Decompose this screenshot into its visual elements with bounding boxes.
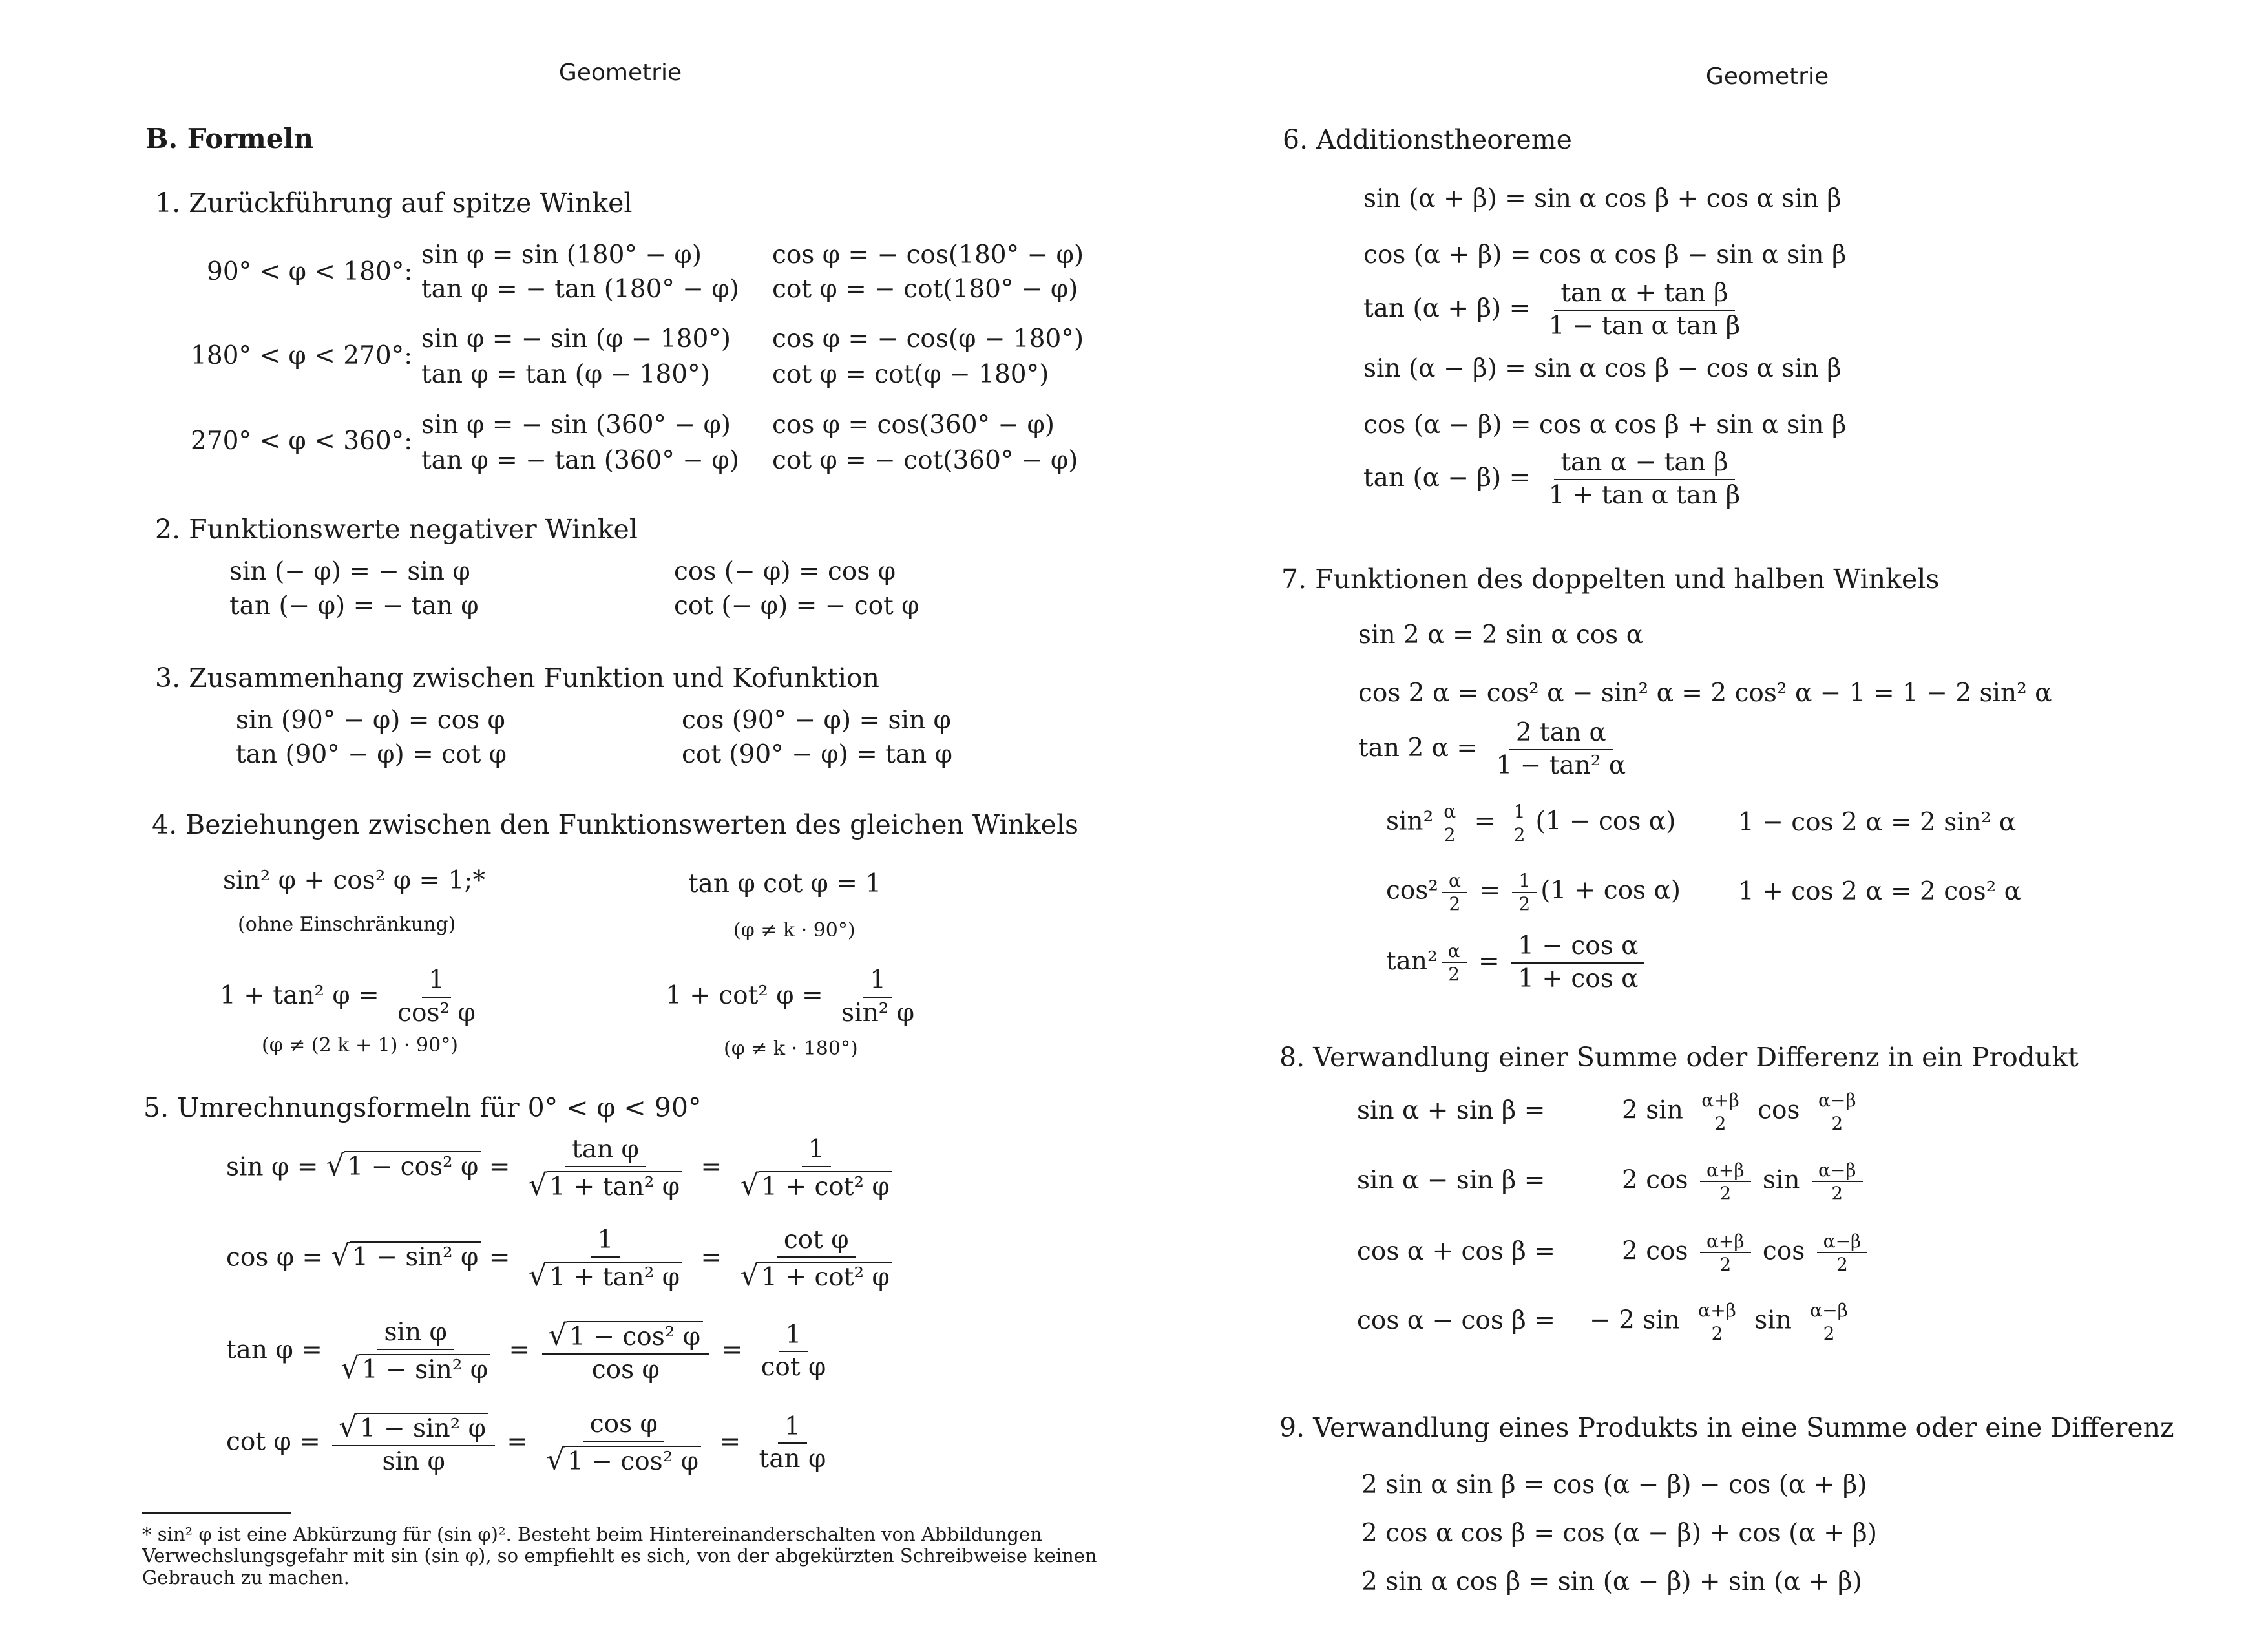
- s7-formula: [1358, 717, 1636, 782]
- s8-lhs: sin α − sin β =: [1357, 1165, 1546, 1195]
- denominator: [540, 1442, 708, 1478]
- s4-lhs: 1 + cot² φ =: [666, 980, 823, 1010]
- s1-formula: cos φ = cos(360° − φ): [772, 410, 1055, 439]
- denominator: [734, 1258, 899, 1294]
- numerator: 1: [863, 965, 892, 998]
- sum-half: [1700, 1159, 1751, 1205]
- s8-formula: [1357, 1159, 1867, 1205]
- denominator: sin φ: [382, 1447, 445, 1477]
- radicand: 1 − sin² φ: [357, 1413, 488, 1443]
- section-8-title: 8. Verwandlung einer Summe oder Differenz in ein Produkt: [1279, 1042, 2079, 1073]
- s7-formula: 1 + cos 2 α = 2 cos² α: [1738, 877, 2021, 906]
- diff-half: [1803, 1299, 1854, 1345]
- s4-condition: (φ ≠ (2 k + 1) · 90°): [262, 1034, 458, 1057]
- radicand: 1 + cot² φ: [759, 1171, 892, 1201]
- s8-term: cos: [1758, 1095, 1800, 1125]
- denominator: 2: [1719, 1254, 1732, 1275]
- denominator: 2: [1714, 1113, 1727, 1134]
- s7-lhs: tan 2 α =: [1358, 733, 1478, 763]
- s8-formula: [1357, 1230, 1871, 1276]
- s8-formula: [1357, 1089, 1867, 1135]
- s8-formula: [1357, 1299, 1858, 1345]
- numerator: α+β: [1692, 1299, 1743, 1322]
- s5-fraction: [755, 1320, 833, 1384]
- half-angle: [1442, 940, 1467, 986]
- denominator: 2: [1823, 1323, 1835, 1344]
- s1-formula: cot φ = cot(φ − 180°): [772, 360, 1049, 389]
- section-1-title: 1. Zurückführung auf spitze Winkel: [155, 187, 633, 218]
- s7-lhs: tan²: [1386, 946, 1438, 976]
- s8-term: cos: [1762, 1236, 1805, 1266]
- s6-formula: cos (α − β) = cos α cos β + sin α sin β: [1363, 410, 1847, 439]
- diff-half: [1812, 1089, 1863, 1135]
- section-4-title: 4. Beziehungen zwischen den Funktionswerten des gleichen Winkels: [152, 809, 1079, 840]
- numerator: 1: [779, 1320, 808, 1353]
- numerator: 1: [1512, 869, 1537, 893]
- denominator: [334, 1350, 497, 1386]
- s1-formula: tan φ = − tan (180° − φ): [421, 275, 739, 304]
- s9-formula: 2 sin α cos β = sin (α − β) + sin (α + β): [1361, 1567, 1862, 1596]
- section-9-title: 9. Verwandlung eines Produkts in eine Summe oder eine Differenz: [1279, 1412, 2174, 1443]
- numerator: 1: [778, 1411, 807, 1444]
- equals: =: [1479, 876, 1500, 905]
- s1-formula: cot φ = − cot(180° − φ): [772, 275, 1078, 304]
- numerator: 1: [591, 1225, 620, 1258]
- running-head: Geometrie: [1705, 63, 1829, 90]
- s6-formula: cos (α + β) = cos α cos β − sin α sin β: [1363, 240, 1847, 269]
- s3-formula: cos (90° − φ) = sin φ: [682, 706, 951, 735]
- s3-formula: sin (90° − φ) = cos φ: [236, 706, 505, 735]
- s7-fraction: [1489, 717, 1632, 782]
- s7-half-sin: [1386, 800, 1675, 846]
- s4-lhs: 1 + tan² φ =: [220, 980, 379, 1010]
- radicand: 1 − cos² φ: [567, 1321, 703, 1351]
- section-6-title: 6. Additionstheoreme: [1283, 124, 1572, 155]
- radicand: 1 + tan² φ: [547, 1262, 682, 1292]
- s5-fraction: [753, 1411, 833, 1476]
- s7-fraction: [1511, 931, 1644, 995]
- s7-lhs: cos²: [1386, 876, 1438, 905]
- section-7-title: 7. Funktionen des doppelten und halben Winkels: [1281, 564, 1940, 595]
- equals: =: [700, 1243, 722, 1273]
- s8-term: − 2 sin: [1590, 1305, 1680, 1335]
- half-angle: [1442, 869, 1467, 915]
- numerator: cot φ: [777, 1225, 856, 1258]
- s5-fraction: [334, 1317, 497, 1386]
- denominator: 2: [1831, 1113, 1843, 1134]
- s4-formula: [220, 965, 486, 1030]
- root-sign: √: [548, 1318, 567, 1352]
- s4-condition: (φ ≠ k · 180°): [724, 1037, 858, 1060]
- numerator: tan α − tan β: [1554, 447, 1734, 480]
- radicand: 1 − sin² φ: [350, 1241, 481, 1272]
- denominator: cos φ: [591, 1355, 660, 1385]
- s4-fraction: [835, 965, 921, 1030]
- equals: =: [488, 1243, 510, 1273]
- one-half: [1507, 800, 1532, 846]
- s6-formula: [1363, 447, 1750, 512]
- half-angle: [1437, 800, 1462, 846]
- s1-formula: cos φ = − cos(φ − 180°): [772, 324, 1084, 354]
- denominator: 2: [1711, 1323, 1723, 1344]
- right-page: [1134, 0, 2268, 1648]
- numerator: 1: [802, 1134, 831, 1167]
- radicand: 1 − sin² φ: [359, 1354, 490, 1384]
- s1-cond-1: 90° < φ < 180°:: [207, 257, 413, 286]
- s6-formula: sin (α − β) = sin α cos β − cos α sin β: [1363, 354, 1842, 383]
- denominator: cos² φ: [397, 998, 476, 1028]
- s5-lhs: cot φ =: [226, 1427, 320, 1457]
- radicand: 1 − cos² φ: [565, 1446, 701, 1476]
- s7-formula: sin 2 α = 2 sin α cos α: [1358, 620, 1644, 650]
- s3-formula: tan (90° − φ) = cot φ: [236, 740, 507, 769]
- s8-lhs: sin α + sin β =: [1357, 1095, 1546, 1125]
- numerator: 1: [1507, 800, 1532, 823]
- s1-cond-2: 180° < φ < 270°:: [191, 341, 413, 370]
- denominator: 2: [1513, 824, 1526, 845]
- denominator: [522, 1167, 689, 1203]
- s8-term: 2 cos: [1622, 1165, 1688, 1195]
- root-sign: √: [326, 1148, 345, 1183]
- s1-formula: tan φ = − tan (360° − φ): [421, 446, 739, 475]
- s1-formula: cot φ = − cot(360° − φ): [772, 446, 1078, 475]
- equals: =: [488, 1152, 510, 1182]
- s6-formula: sin (α + β) = sin α cos β + cos α sin β: [1363, 184, 1842, 213]
- s2-formula: sin (− φ) = − sin φ: [229, 557, 470, 586]
- s1-formula: sin φ = sin (180° − φ): [421, 240, 702, 269]
- s8-lhs: cos α − cos β =: [1357, 1305, 1555, 1335]
- footnote-rule: [142, 1512, 291, 1514]
- s7-rhs: (1 + cos α): [1540, 876, 1681, 905]
- numerator: α: [1442, 869, 1467, 893]
- footnote: * sin² φ ist eine Abkürzung für (sin φ)². Besteht beim Hintereinanderschalten von Abbildungen Verwechslungsgefahr mit sin (sin φ), so empfiehlt es sich, von der abgekürzten Schreibweise keinen Gebrauch zu machen.: [142, 1523, 1097, 1589]
- denominator: sin² φ: [841, 998, 915, 1028]
- root-sign: √: [528, 1258, 547, 1293]
- numerator: α−β: [1817, 1230, 1868, 1253]
- s5-fraction: [542, 1317, 710, 1386]
- denominator: 2: [1831, 1183, 1843, 1204]
- numerator: α: [1442, 940, 1467, 963]
- denominator: 2: [1518, 893, 1531, 914]
- s7-half-cos: [1386, 869, 1681, 915]
- equals: =: [1474, 807, 1496, 836]
- numerator: [332, 1409, 495, 1446]
- numerator: sin φ: [377, 1317, 453, 1350]
- s6-lhs: tan (α − β) =: [1363, 463, 1531, 492]
- root-sign: √: [341, 1350, 359, 1385]
- one-half: [1512, 869, 1537, 915]
- radicand: 1 + cot² φ: [759, 1262, 892, 1292]
- s6-formula: [1363, 278, 1750, 343]
- s9-formula: 2 sin α sin β = cos (α − β) − cos (α + β): [1361, 1470, 1867, 1499]
- numerator: α−β: [1812, 1159, 1863, 1182]
- s5-lhs: tan φ =: [226, 1335, 322, 1365]
- denominator: cot φ: [761, 1353, 826, 1382]
- equals: =: [507, 1427, 529, 1457]
- s8-term: sin: [1762, 1165, 1800, 1195]
- denominator: 1 − tan α tan β: [1548, 311, 1741, 341]
- s7-rhs: (1 − cos α): [1535, 807, 1676, 836]
- root-sign: √: [546, 1442, 565, 1477]
- denominator: 2: [1719, 1183, 1732, 1204]
- s5-tan-formula: [226, 1317, 836, 1386]
- section-title: B. Formeln: [145, 123, 314, 154]
- s8-term: 2 sin: [1622, 1095, 1683, 1125]
- numerator: α−β: [1803, 1299, 1854, 1322]
- denominator: 1 + tan α tan β: [1548, 480, 1741, 510]
- numerator: tan α + tan β: [1554, 278, 1734, 311]
- denominator: [522, 1258, 689, 1294]
- s7-formula: cos 2 α = cos² α − sin² α = 2 cos² α − 1 = 1 − 2 sin² α: [1358, 679, 2052, 708]
- s1-formula: sin φ = − sin (φ − 180°): [421, 324, 731, 354]
- numerator: cos φ: [583, 1409, 664, 1442]
- s7-lhs: sin²: [1386, 807, 1434, 836]
- numerator: [542, 1317, 710, 1355]
- sum-half: [1695, 1089, 1746, 1135]
- s5-sin-formula: [226, 1134, 903, 1203]
- numerator: 1 − cos α: [1511, 931, 1644, 964]
- numerator: α+β: [1700, 1230, 1751, 1253]
- s8-lhs: cos α + cos β =: [1357, 1236, 1555, 1266]
- denominator: 2: [1836, 1254, 1848, 1275]
- section-3-title: 3. Zusammenhang zwischen Funktion und Kofunktion: [155, 662, 880, 693]
- denominator: 1 − tan² α: [1496, 750, 1626, 780]
- s2-formula: cot (− φ) = − cot φ: [674, 591, 919, 620]
- equals: =: [721, 1335, 743, 1365]
- root-sign: √: [331, 1238, 350, 1273]
- s9-formula: 2 cos α cos β = cos (α − β) + cos (α + β): [1361, 1519, 1877, 1548]
- denominator: 2: [1444, 824, 1456, 845]
- numerator: α: [1437, 800, 1462, 823]
- s5-fraction: [522, 1225, 689, 1294]
- root-sign: √: [740, 1258, 759, 1293]
- numerator: α+β: [1700, 1159, 1751, 1182]
- s1-cond-3: 270° < φ < 360°:: [191, 427, 413, 456]
- section-5-title: 5. Umrechnungsformeln für 0° < φ < 90°: [143, 1092, 702, 1123]
- diff-half: [1812, 1159, 1863, 1205]
- s4-formula: [666, 965, 925, 1030]
- section-2-title: 2. Funktionswerte negativer Winkel: [155, 514, 638, 545]
- s5-cot-formula: [226, 1409, 836, 1478]
- numerator: 1: [422, 965, 451, 998]
- denominator: 2: [1448, 964, 1460, 986]
- numerator: 2 tan α: [1509, 717, 1613, 750]
- s7-half-tan: [1386, 931, 1648, 995]
- radicand: 1 − cos² φ: [344, 1151, 481, 1181]
- s6-fraction: [1542, 447, 1747, 512]
- s1-formula: tan φ = tan (φ − 180°): [421, 360, 710, 389]
- s5-fraction: [734, 1225, 899, 1294]
- s8-term: 2 cos: [1622, 1236, 1688, 1266]
- denominator: 1 + cos α: [1518, 964, 1639, 993]
- denominator: tan φ: [759, 1444, 826, 1474]
- equals: =: [1478, 946, 1500, 976]
- numerator: α−β: [1812, 1089, 1863, 1112]
- s2-formula: tan (− φ) = − tan φ: [229, 591, 479, 620]
- s4-condition: (φ ≠ k · 90°): [733, 919, 856, 942]
- s5-cos-formula: [226, 1225, 903, 1294]
- s5-fraction: [734, 1134, 899, 1203]
- sum-half: [1692, 1299, 1743, 1345]
- root-sign: √: [740, 1167, 759, 1202]
- s7-formula: 1 − cos 2 α = 2 sin² α: [1738, 808, 2017, 837]
- s4-fraction: [391, 965, 482, 1030]
- s6-fraction: [1542, 278, 1747, 343]
- s1-formula: cos φ = − cos(180° − φ): [772, 240, 1084, 269]
- s5-fraction: [540, 1409, 708, 1478]
- s8-term: sin: [1754, 1305, 1792, 1335]
- s4-formula: sin² φ + cos² φ = 1;*: [223, 866, 486, 895]
- s3-formula: cot (90° − φ) = tan φ: [682, 740, 952, 769]
- s6-lhs: tan (α + β) =: [1363, 293, 1531, 323]
- equals: =: [719, 1427, 741, 1457]
- s5-fraction: [522, 1134, 689, 1203]
- numerator: α+β: [1695, 1089, 1746, 1112]
- diff-half: [1817, 1230, 1868, 1276]
- s5-lhs: sin φ =: [226, 1152, 319, 1182]
- denominator: [734, 1167, 899, 1203]
- denominator: 2: [1449, 893, 1461, 914]
- root-sign: √: [528, 1167, 547, 1202]
- radicand: 1 + tan² φ: [547, 1171, 682, 1201]
- sum-half: [1700, 1230, 1751, 1276]
- equals: =: [700, 1152, 722, 1182]
- running-head: Geometrie: [558, 59, 682, 86]
- s5-fraction: [332, 1409, 495, 1478]
- s5-lhs: cos φ =: [226, 1243, 324, 1273]
- numerator: tan φ: [565, 1134, 646, 1167]
- s4-formula: tan φ cot φ = 1: [688, 869, 882, 898]
- s4-condition: (ohne Einschränkung): [238, 913, 456, 936]
- equals: =: [509, 1335, 530, 1365]
- root-sign: √: [339, 1410, 357, 1444]
- s2-formula: cos (− φ) = cos φ: [674, 557, 896, 586]
- s1-formula: sin φ = − sin (360° − φ): [421, 410, 731, 439]
